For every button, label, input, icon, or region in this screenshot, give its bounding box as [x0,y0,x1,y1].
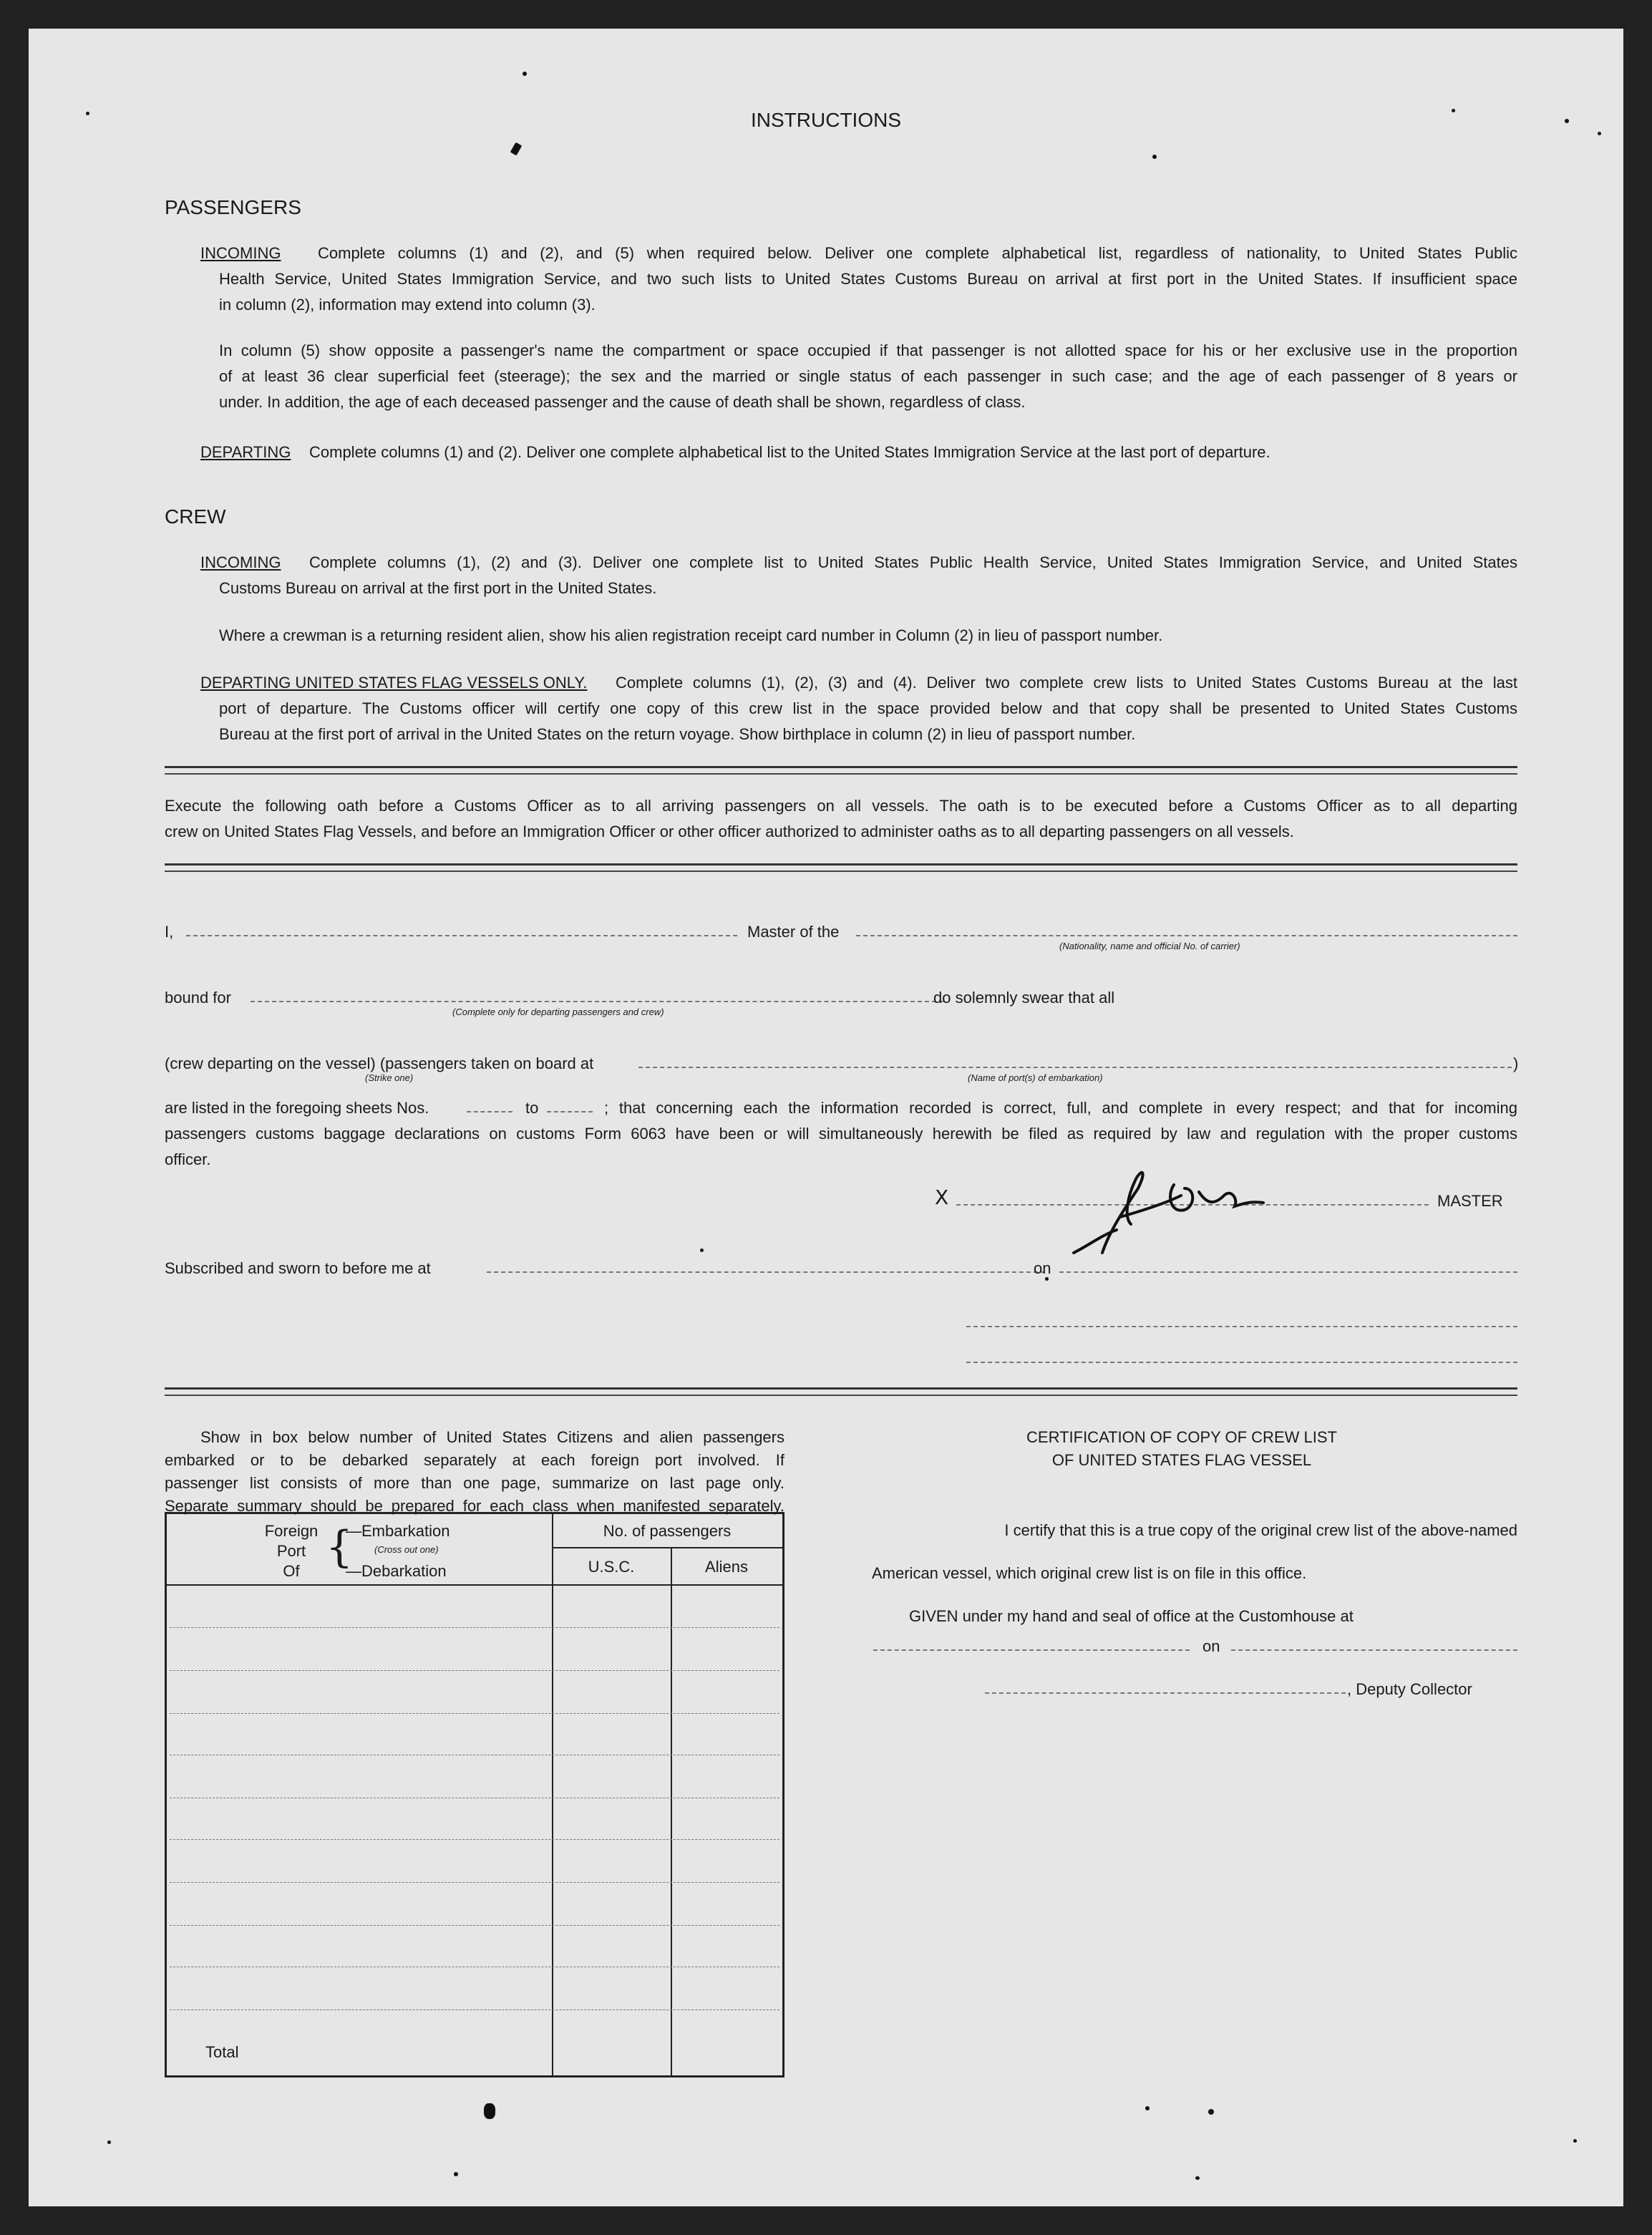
close-paren: ) [1513,1055,1519,1072]
certification-on-label: on [1202,1637,1220,1655]
table-row[interactable] [170,1839,779,1840]
to-label: to [525,1099,539,1117]
scan-speck [510,142,523,156]
oath-i-label: I, [165,923,174,941]
passengers-incoming-line-2: Health Service, United States Immigration Service, and two such lists to United States Customs Bureau on arrival at first port in the United States. If insufficient space [219,270,1517,288]
summary-intro-3: passenger list consists of more than one page, summarize on last page only. [165,1474,784,1492]
table-row[interactable] [170,1713,779,1714]
crew-heading: CREW [165,505,226,528]
complete-only-caption: (Complete only for departing passengers and crew) [452,1007,664,1017]
certification-date-field[interactable] [1231,1649,1517,1651]
master-name-field[interactable] [186,935,737,936]
listed-prefix: are listed in the foregoing sheets Nos. [165,1099,429,1117]
col-of: Of [283,1562,300,1580]
strike-one-caption: (Strike one) [365,1072,414,1083]
debarkation-label: —Debarkation [346,1562,447,1580]
form-page [29,29,1623,2206]
column5-line-3: under. In addition, the age of each deceased passenger and the cause of death shall be shown, regardless of class. [219,393,1026,411]
divider-rule [165,1387,1517,1390]
deputy-signature-field[interactable] [985,1692,1346,1694]
brace-icon: { [326,1522,354,1572]
solemnly-swear-label: do solemnly swear that all [933,989,1115,1007]
col-foreign: Foreign [264,1522,319,1540]
listed-line-3: officer. [165,1150,211,1168]
scan-speck [1573,2139,1577,2143]
usc-header: U.S.C. [588,1558,635,1576]
passenger-summary-table [165,1512,784,2078]
master-label: MASTER [1437,1192,1503,1210]
instructions-title: INSTRUCTIONS [751,109,901,131]
summary-intro-4: Separate summary should be prepared for each class when manifested separately. [165,1497,784,1515]
certify-line-2: American vessel, which original crew list is on file in this office. [872,1564,1307,1582]
no-passengers-header: No. of passengers [603,1522,732,1540]
listed-line-2: passengers customs baggage declarations on customs Form 6063 have been or will simultaneously herewith be filed as required by law and regulation with the proper customs [165,1125,1517,1143]
table-row[interactable] [170,1925,779,1926]
certification-title-2: OF UNITED STATES FLAG VESSEL [1051,1451,1312,1469]
deputy-collector-label: , Deputy Collector [1347,1680,1472,1698]
oath-intro-line-2: crew on United States Flag Vessels, and before an Immigration Officer or other officer authorized to administer oaths as to all departing passengers on all vessels. [165,823,1294,840]
divider-rule [165,863,1517,866]
signature-x: X [935,1186,949,1209]
passengers-incoming-line-3: in column (2), information may extend into column (3). [219,296,596,314]
crew-departing-line-2: port of departure. The Customs officer will certify one copy of this crew list in the space provided below and that copy shall be presented to United States Customs [219,699,1517,717]
officer-signature-field[interactable] [966,1326,1517,1327]
column5-line-2: of at least 36 clear superficial feet (steerage); the sex and the married or single status of each passenger in such case; and the age of each passenger of 8 years or [219,367,1517,385]
cross-out-caption: (Cross out one) [374,1544,439,1555]
passengers-incoming-label: INCOMING [200,244,281,262]
scan-speck [1598,132,1601,135]
divider-rule [165,871,1517,872]
scan-speck [1195,2176,1200,2180]
listed-line-1: ; that concerning each the information recorded is correct, full, and complete in every respect; and that for incoming [604,1099,1517,1117]
crew-incoming-line-2: Customs Bureau on arrival at the first port in the United States. [219,579,657,597]
aliens-header: Aliens [705,1558,748,1576]
embarkation-label: —Embarkation [346,1522,450,1540]
officer-title-field[interactable] [966,1362,1517,1363]
scan-speck [1045,1277,1049,1281]
ports-embarkation-field[interactable] [638,1067,1512,1068]
certify-line-1: I certify that this is a true copy of the original crew list of the above-named [1004,1521,1517,1539]
carrier-field[interactable] [856,935,1517,936]
ports-caption: (Name of port(s) of embarkation) [968,1072,1103,1083]
scan-speck [1452,109,1455,112]
signature-image [1059,1145,1274,1274]
given-line: GIVEN under my hand and seal of office at the Customhouse at [909,1607,1354,1625]
scan-speck [700,1249,704,1252]
scan-speck [523,72,527,76]
scan-speck [1565,119,1569,123]
oath-intro-line-1: Execute the following oath before a Customs Officer as to all arriving passengers on all vessels. The oath is to be executed before a Customs Officer as to all departing [165,797,1517,815]
subscribed-label: Subscribed and sworn to before me at [165,1259,431,1277]
divider-rule [165,1395,1517,1396]
table-row[interactable] [170,2009,779,2010]
table-row[interactable] [170,1627,779,1628]
sheet-from-field[interactable] [467,1111,512,1112]
nationality-caption: (Nationality, name and official No. of carrier) [1059,941,1240,951]
col-port: Port [276,1542,306,1560]
passengers-departing-text: Complete columns (1) and (2). Deliver one complete alphabetical list to the United States Immigration Service at the last port of departure. [309,443,1270,461]
scan-speck [484,2103,495,2119]
passengers-heading: PASSENGERS [165,196,301,218]
subscribed-place-field[interactable] [487,1271,1045,1273]
summary-intro-1: Show in box below number of United States Citizens and alien passengers [200,1428,784,1446]
customhouse-field[interactable] [873,1649,1190,1651]
crew-incoming-line-1: Complete columns (1), (2) and (3). Deliver one complete list to United States Public Health Service, United States Immigration Service, and United States [309,553,1517,571]
crew-resident-text: Where a crewman is a returning resident alien, show his alien registration receipt card number in Column (2) in lieu of passport number. [219,626,1163,644]
scan-speck [1152,155,1157,159]
scan-speck [454,2172,458,2176]
passengers-departing-label: DEPARTING [200,443,291,461]
divider-rule [165,766,1517,768]
scan-speck [107,2141,111,2144]
table-row[interactable] [170,1670,779,1671]
summary-intro-2: embarked or to be debarked separately at each foreign port involved. If [165,1451,784,1469]
crew-departing-line-3: Bureau at the first port of arrival in the United States on the return voyage. Show birthplace in column (2) in lieu of passport number. [219,725,1136,743]
master-of-the-label: Master of the [747,923,840,941]
total-label: Total [205,2043,239,2061]
scan-speck [1208,2109,1214,2115]
divider-rule [165,773,1517,775]
table-row[interactable] [170,1882,779,1883]
certification-title-1: CERTIFICATION OF COPY OF CREW LIST [1026,1428,1337,1446]
crew-incoming-label: INCOMING [200,553,281,571]
scan-speck [1145,2106,1150,2110]
column5-line-1: In column (5) show opposite a passenger's name the compartment or space occupied if that passenger is not allotted space for his or her exclusive use in the proportion [219,341,1517,359]
passengers-incoming-line-1: Complete columns (1) and (2), and (5) when required below. Deliver one complete alphabetical list, regardless of nationality, to United States Public [318,244,1517,262]
crew-departing-label: (crew departing on the vessel) (passengers taken on board at [165,1055,594,1072]
scan-speck [86,112,89,115]
crew-departing-label: DEPARTING UNITED STATES FLAG VESSELS ONLY. [200,674,588,692]
crew-departing-line-1: Complete columns (1), (2), (3) and (4). Deliver two complete crew lists to United States Customs Bureau at the last [616,674,1517,692]
bound-for-label: bound for [165,989,231,1007]
subscribed-date-field[interactable] [1059,1271,1517,1273]
bound-for-field[interactable] [251,1001,943,1002]
subscribed-on-label: on [1034,1259,1051,1277]
sheet-to-field[interactable] [547,1111,593,1112]
